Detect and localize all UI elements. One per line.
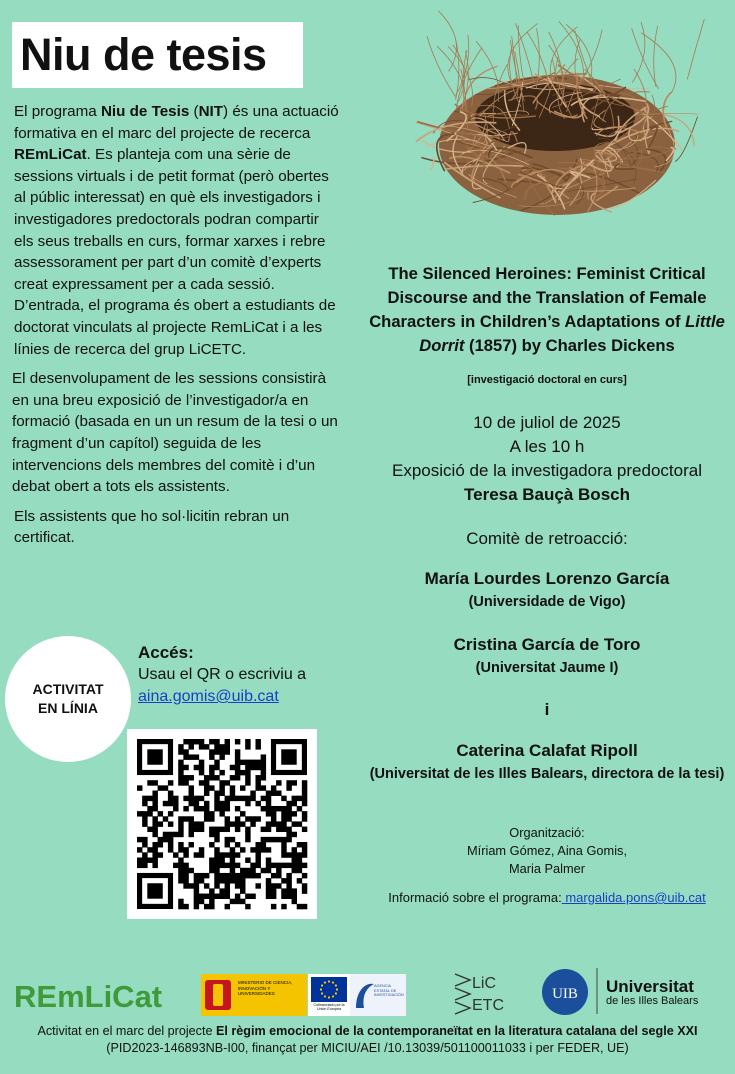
committee-member bbox=[362, 567, 732, 613]
organization-label: Organització: bbox=[509, 825, 585, 840]
footer-project-lead: Activitat en el marc del projecte bbox=[37, 1024, 216, 1038]
info-email-link[interactable]: margalida.pons@uib.cat bbox=[561, 890, 706, 905]
eu-caption: Cofinanciado por la Unión Europea bbox=[313, 1003, 345, 1012]
badge-line-2: EN LÍNIA bbox=[38, 700, 98, 716]
committee-label: Comitè de retroacció: bbox=[466, 529, 628, 548]
intro-paragraph-2: El desenvolupament de les sessions consistirà en una breu exposició de l’investigador/a en formació (basada en un un resum de la tesi o un fragment d’un capítol) seguida de les intervencions dels membres del comitè i d’un debat obert a tots els assistents. bbox=[12, 370, 338, 496]
status-note: [investigació doctoral en curs] bbox=[467, 374, 627, 386]
intro-run: REmLiCat bbox=[14, 146, 87, 164]
intro-run: ) és una actuació formativa en el marc del projecte de recerca bbox=[14, 103, 339, 142]
talk-title-part-a: The Silenced Heroines: Feminist Critical Discourse and the Translation of Female Characters in Children’s Adaptations of bbox=[369, 264, 707, 331]
organization-names-2: Maria Palmer bbox=[508, 861, 586, 876]
online-activity-badge bbox=[5, 636, 131, 762]
committee-member bbox=[362, 633, 732, 679]
talk-date: 10 de juliol de 2025 bbox=[473, 413, 621, 432]
licetc-bottom: ETC bbox=[472, 997, 504, 1014]
badge-line-1: ACTIVITAT bbox=[32, 681, 104, 697]
footer-line-2: (PID2023-146893NB-I00, finançat per MICIU/AEI /10.13039/501100011033 i per FEDER, UE) bbox=[106, 1041, 629, 1055]
member-name: Caterina Calafat Ripoll bbox=[456, 741, 638, 760]
access-email-link[interactable]: aina.gomis@uib.cat bbox=[138, 688, 279, 705]
access-heading: Accés: bbox=[138, 643, 194, 662]
member-name: María Lourdes Lorenzo García bbox=[424, 569, 670, 588]
talk-title-part-b: (1857) by Charles Dickens bbox=[464, 336, 675, 355]
ministry-logo bbox=[201, 974, 307, 1016]
intro-paragraph-3: Els assistents que ho sol·licitin rebran un certificat. bbox=[14, 507, 290, 547]
ministry-name: MINISTERIO DE CIENCIA, INNOVACIÓN Y UNIVERSIDADES bbox=[238, 980, 293, 996]
uib-mark: UIB bbox=[552, 986, 578, 1002]
agency-logo bbox=[350, 974, 406, 1016]
access-text: Usau el QR o escriviu a bbox=[138, 666, 307, 683]
intro-text bbox=[14, 101, 340, 557]
talk-title bbox=[362, 262, 732, 358]
intro-run: . Es planteja com una sèrie de sessions virtuals i de petit format (però obertes al públic interessat) en què els investigadors i investigadores predoctorals podran compartir els seus treballs en curs, formar xarxes i rebre assessorament per part d’un comitè d’experts creat expressament per a cada sessió. D’entrada, el programa és obert a estudiants de doctorat vinculats al projecte RemLiCat i a les línies de recerca del grup LiCETC. bbox=[14, 146, 336, 358]
organization-names-1: Míriam Gómez, Aina Gomis, bbox=[467, 843, 627, 858]
qr-code[interactable] bbox=[127, 729, 317, 919]
intro-run: Niu de Tesis bbox=[100, 103, 190, 120]
licetc-logo bbox=[455, 974, 504, 1014]
member-affiliation: (Universitat de les Illes Balears, directora de la tesi) bbox=[369, 766, 725, 782]
eu-logo bbox=[308, 974, 350, 1016]
sponsor-logos bbox=[0, 960, 735, 1020]
intro-run: El programa bbox=[14, 103, 101, 120]
organization-block bbox=[362, 824, 732, 878]
date-block bbox=[362, 411, 732, 507]
presenter-name: Teresa Bauçà Bosch bbox=[464, 485, 630, 504]
intro-run: ( bbox=[189, 103, 199, 120]
member-name: Cristina García de Toro bbox=[453, 635, 641, 654]
presenter-label: Exposició de la investigadora predoctoral bbox=[392, 461, 702, 480]
uib-name: Universitat bbox=[606, 977, 694, 996]
licetc-top: LiC bbox=[472, 975, 497, 992]
talk-title-italic: Little Dorrit bbox=[419, 312, 725, 355]
committee-member bbox=[362, 739, 732, 785]
page-title: Niu de tesis bbox=[20, 29, 267, 80]
bird-nest-image bbox=[385, 5, 730, 240]
footer-line-1 bbox=[0, 1023, 735, 1040]
uib-subtitle: de les Illes Balears bbox=[606, 995, 699, 1007]
uib-logo bbox=[542, 968, 699, 1015]
member-affiliation: (Universitat Jaume I) bbox=[475, 660, 619, 676]
footer-project-title: El règim emocional de la contemporaneïtat en la literatura catalana del segle XXI bbox=[215, 1024, 698, 1038]
conjunction: i bbox=[544, 700, 550, 719]
info-label: Informació sobre el programa: bbox=[388, 890, 562, 905]
footer bbox=[0, 1023, 735, 1057]
talk-time: A les 10 h bbox=[509, 437, 585, 456]
title-box bbox=[12, 22, 303, 88]
member-affiliation: (Universidade de Vigo) bbox=[468, 594, 626, 610]
intro-run: NIT bbox=[198, 103, 224, 120]
intro-paragraph-1 bbox=[14, 101, 340, 360]
program-info bbox=[362, 890, 732, 905]
access-block bbox=[138, 642, 358, 708]
remlicat-logo: REmLiCat bbox=[14, 979, 163, 1014]
agency-name: AGENCIA ESTATAL DE INVESTIGACIÓN bbox=[374, 984, 404, 998]
